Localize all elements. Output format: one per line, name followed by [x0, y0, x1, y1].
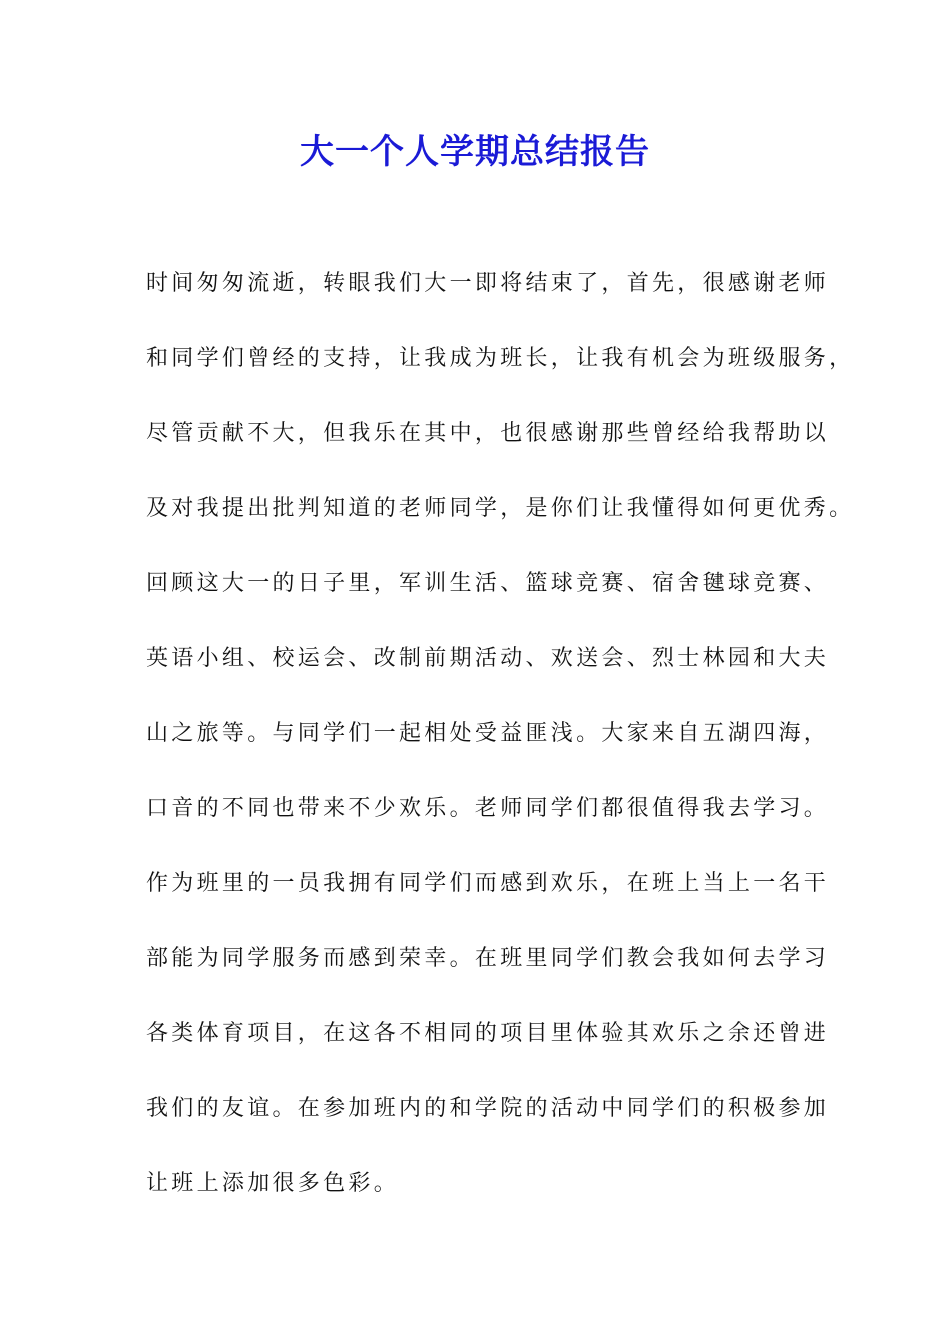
body-line: 尽管贡献不大，但我乐在其中，也很感谢那些曾经给我帮助以	[146, 421, 830, 446]
body-line: 让班上添加很多色彩。	[146, 1171, 400, 1196]
body-line: 英语小组、校运会、改制前期活动、欢送会、烈士林园和大夫	[146, 646, 830, 671]
document-title: 大一个人学期总结报告	[300, 132, 650, 172]
body-line: 部能为同学服务而感到荣幸。在班里同学们教会我如何去学习	[146, 946, 830, 971]
document-body	[146, 262, 855, 1237]
body-line: 回顾这大一的日子里，军训生活、篮球竞赛、宿舍毽球竞赛、	[146, 571, 830, 596]
body-line: 口音的不同也带来不少欢乐。老师同学们都很值得我去学习。	[146, 796, 830, 821]
body-line: 时间匆匆流逝，转眼我们大一即将结束了，首先，很感谢老师	[146, 271, 830, 296]
body-line: 作为班里的一员我拥有同学们而感到欢乐，在班上当上一名干	[146, 871, 830, 896]
body-line: 和同学们曾经的支持，让我成为班长，让我有机会为班级服务，	[146, 346, 855, 371]
body-line: 山之旅等。与同学们一起相处受益匪浅。大家来自五湖四海，	[146, 721, 830, 746]
body-line: 各类体育项目，在这各不相同的项目里体验其欢乐之余还曾进	[146, 1021, 830, 1046]
body-line: 及对我提出批判知道的老师同学，是你们让我懂得如何更优秀。	[146, 496, 855, 521]
body-line: 我们的友谊。在参加班内的和学院的活动中同学们的积极参加	[146, 1096, 830, 1121]
